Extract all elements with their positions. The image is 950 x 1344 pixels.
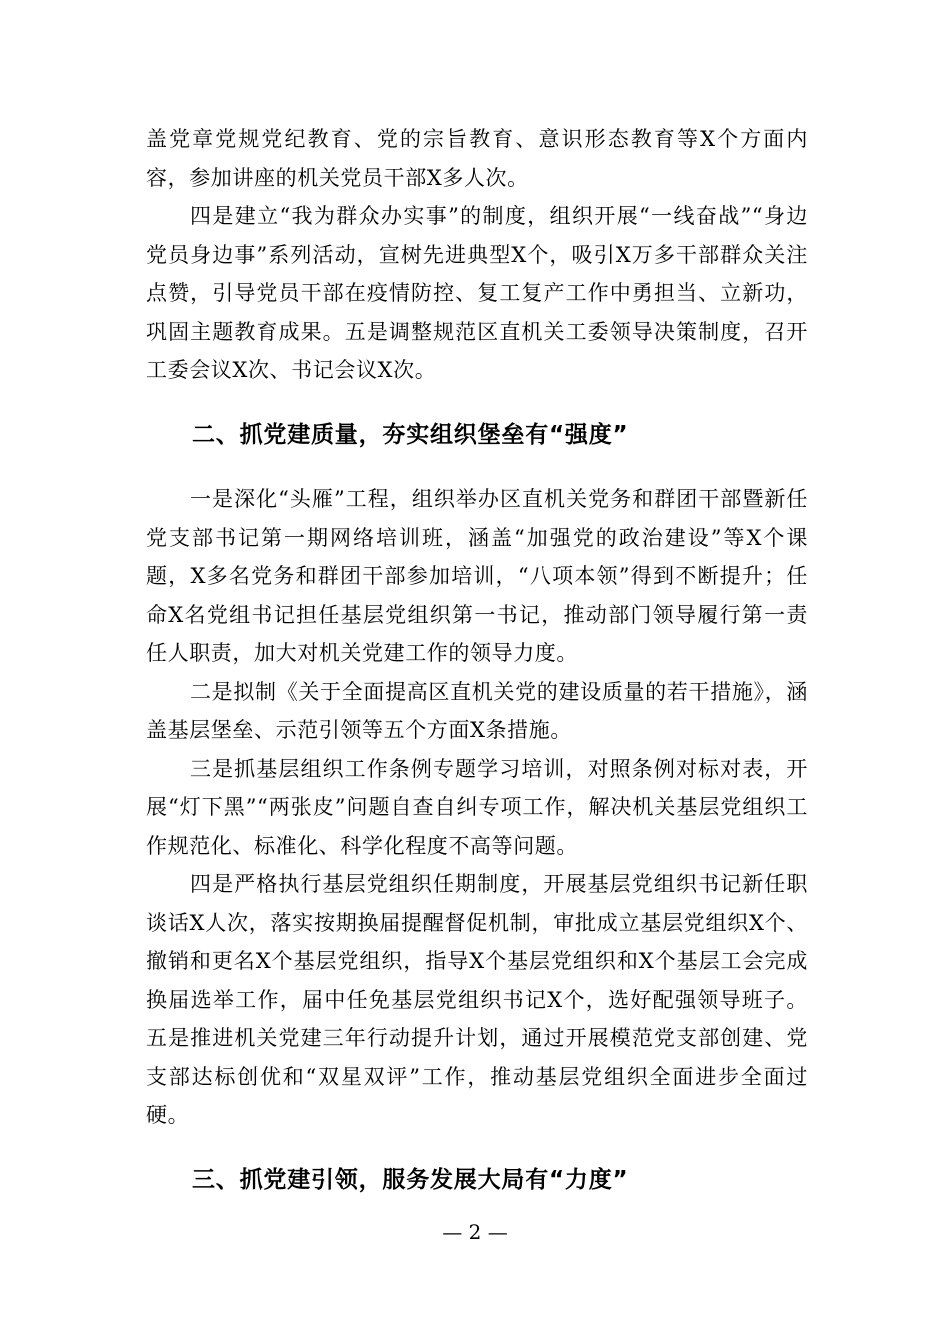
section-heading-three: 三、抓党建引领，服务发展大局有“力度” [192,1166,629,1193]
paragraph-item-three: 三是抓基层组织工作条例专题学习培训，对照条例对标对表，开展“灯下黑”“两张皮”问题自查自纠专项工作，解决机关基层党组织工作规范化、标准化、科学化程度不高等问题。 [146,756,808,858]
paragraph-item-four-five: 四是严格执行基层党组织任期制度，开展基层党组织书记新任职谈话X人次，落实按期换届提醒督促机制，审批成立基层党组织X个、撤销和更名X个基层党组织，指导X个基层党组织和X个基层工会完成换届选举工作，届中任免基层党组织书记X个，选好配强领导班子。五是推进机关党建三年行动提升计划，通过开展模范党支部创建、党支部达标创优和“双星双评”工作，推动基层党组织全面进步全面过硬。 [146,872,808,1127]
paragraph-continued: 盖党章党规党纪教育、党的宗旨教育、意识形态教育等X个方面内容，参加讲座的机关党员干部X多人次。 [146,127,808,190]
paragraph-item-two: 二是拟制《关于全面提高区直机关党的建设质量的若干措施》，涵盖基层堡垒、示范引领等五个方面X条措施。 [146,679,808,742]
paragraph-item-four: 四是建立“我为群众办实事”的制度，组织开展“一线奋战”“身边党员身边事”系列活动，宣树先进典型X个，吸引X万多干部群众关注点赞，引导党员干部在疫情防控、复工复产工作中勇担当、立新功，巩固主题教育成果。五是调整规范区直机关工委领导决策制度，召开工委会议X次、书记会议X次。 [146,204,808,382]
paragraph-item-one: 一是深化“头雁”工程，组织举办区直机关党务和群团干部暨新任党支部书记第一期网络培训班，涵盖“加强党的政治建设”等X个课题，X多名党务和群团干部参加培训，“八项本领”得到不断提升；任命X名党组书记担任基层党组织第一书记，推动部门领导履行第一责任人职责，加大对机关党建工作的领导力度。 [146,487,808,665]
document-body [146,120,808,1199]
page-number: — 2 — [442,1220,508,1244]
section-heading-two: 二、抓党建质量，夯实组织堡垒有“强度” [192,421,629,448]
